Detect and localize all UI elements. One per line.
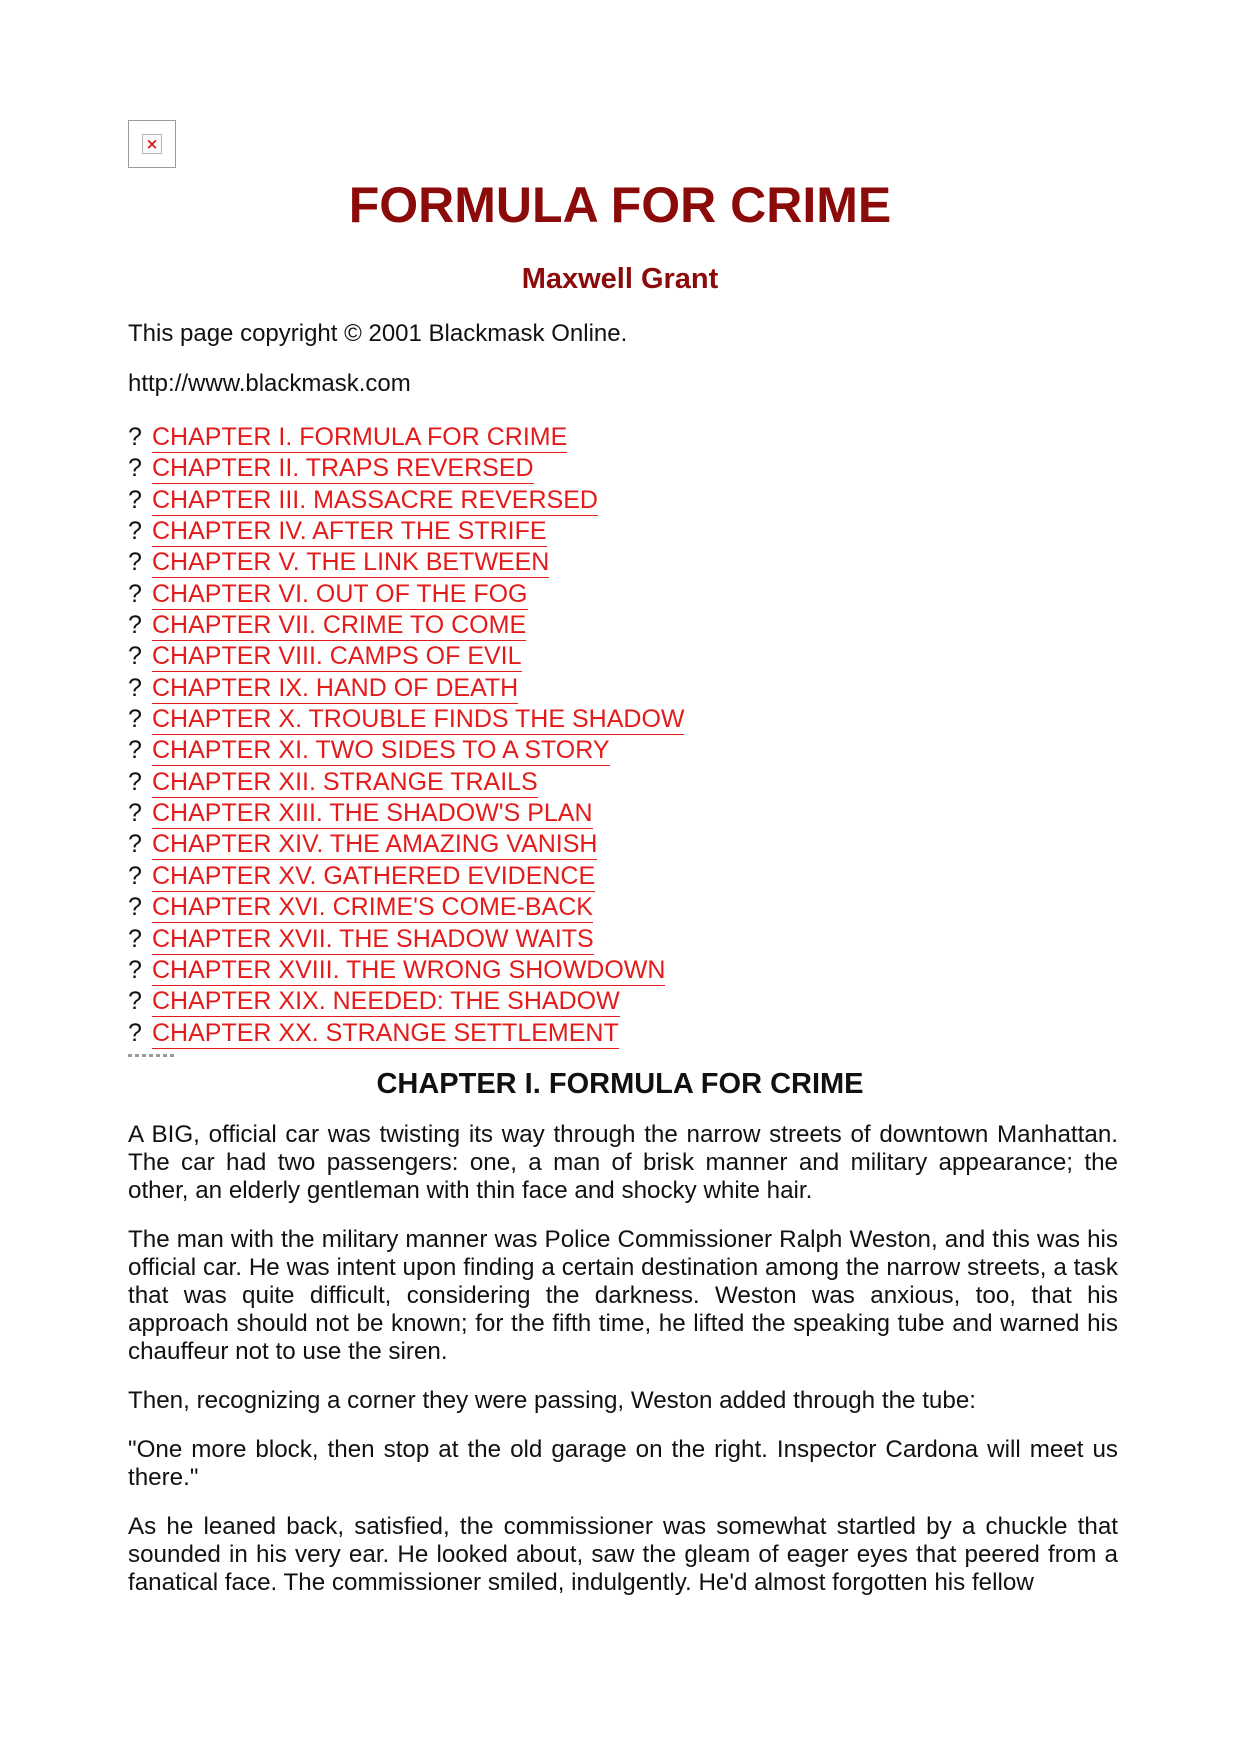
table-of-contents: [128, 422, 684, 1049]
toc-link-chapter-3[interactable]: CHAPTER III. MASSACRE REVERSED: [152, 485, 598, 514]
toc-bullet: ?: [128, 830, 142, 859]
toc-bullet: ?: [128, 1018, 142, 1047]
toc-bullet: ?: [128, 517, 142, 546]
toc-link-chapter-8[interactable]: CHAPTER VIII. CAMPS OF EVIL: [152, 642, 522, 671]
toc-item: [128, 641, 684, 672]
toc-link-chapter-14[interactable]: CHAPTER XIV. THE AMAZING VANISH: [152, 830, 598, 859]
toc-bullet: ?: [128, 673, 142, 702]
document-title: FORMULA FOR CRIME: [348, 177, 892, 233]
toc-item: [128, 767, 684, 798]
toc-item: [128, 485, 684, 516]
toc-bullet: ?: [128, 454, 142, 483]
toc-link-chapter-2[interactable]: CHAPTER II. TRAPS REVERSED: [152, 454, 534, 483]
toc-item: [128, 829, 684, 860]
chapter-paragraph: The man with the military manner was Police Commissioner Ralph Weston, and this was his official car. He was intent upon finding a certain destination among the narrow streets, a task that was quite difficult, considering the darkness. Weston was anxious, too, that his approach should not be known; for the fifth time, he lifted the speaking tube and warned his chauffeur not to use the siren.: [128, 1226, 1118, 1365]
toc-item: [128, 1018, 684, 1049]
toc-item: [128, 861, 684, 892]
toc-link-chapter-9[interactable]: CHAPTER IX. HAND OF DEATH: [152, 673, 519, 702]
toc-link-chapter-19[interactable]: CHAPTER XIX. NEEDED: THE SHADOW: [152, 987, 620, 1016]
toc-item: [128, 673, 684, 704]
toc-item: [128, 955, 684, 986]
toc-link-chapter-16[interactable]: CHAPTER XVI. CRIME'S COME-BACK: [152, 893, 593, 922]
website-url: http://www.blackmask.com: [128, 370, 411, 397]
toc-bullet: ?: [128, 611, 142, 640]
toc-item: [128, 422, 684, 453]
chapter-paragraph: A BIG, official car was twisting its way through the narrow streets of downtown Manhattan. The car had two passengers: one, a man of brisk manner and military appearance; the other, an elderly gentleman with thin face and shocky white hair.: [128, 1121, 1118, 1204]
chapter-paragraph: Then, recognizing a corner they were passing, Weston added through the tube:: [128, 1387, 976, 1414]
toc-item: [128, 798, 684, 829]
toc-bullet: ?: [128, 767, 142, 796]
toc-link-chapter-13[interactable]: CHAPTER XIII. THE SHADOW'S PLAN: [152, 799, 593, 828]
toc-item: [128, 453, 684, 484]
toc-item: [128, 735, 684, 766]
toc-item: [128, 610, 684, 641]
clipped-content-edge: [128, 1054, 176, 1057]
toc-bullet: ?: [128, 799, 142, 828]
toc-bullet: ?: [128, 736, 142, 765]
chapter-paragraph: "One more block, then stop at the old garage on the right. Inspector Cardona will meet us there.": [128, 1436, 1118, 1491]
toc-item: [128, 986, 684, 1017]
toc-bullet: ?: [128, 987, 142, 1016]
toc-link-chapter-6[interactable]: CHAPTER VI. OUT OF THE FOG: [152, 579, 528, 608]
toc-link-chapter-12[interactable]: CHAPTER XII. STRANGE TRAILS: [152, 767, 538, 796]
toc-bullet: ?: [128, 423, 142, 451]
toc-link-chapter-5[interactable]: CHAPTER V. THE LINK BETWEEN: [152, 548, 550, 577]
toc-bullet: ?: [128, 548, 142, 577]
toc-item: [128, 516, 684, 547]
toc-bullet: ?: [128, 485, 142, 514]
toc-item: [128, 704, 684, 735]
toc-link-chapter-15[interactable]: CHAPTER XV. GATHERED EVIDENCE: [152, 861, 596, 890]
toc-bullet: ?: [128, 861, 142, 890]
toc-bullet: ?: [128, 579, 142, 608]
toc-link-chapter-17[interactable]: CHAPTER XVII. THE SHADOW WAITS: [152, 924, 594, 953]
document-author: Maxwell Grant: [521, 263, 719, 295]
broken-image-placeholder: [128, 120, 176, 168]
chapter-heading: CHAPTER I. FORMULA FOR CRIME: [376, 1068, 864, 1100]
toc-bullet: ?: [128, 705, 142, 734]
chapter-paragraph: As he leaned back, satisfied, the commissioner was somewhat startled by a chuckle that sounded in his very ear. He looked about, saw the gleam of eager eyes that peered from a fanatical face. The commissioner smiled, indulgently. He'd almost forgotten his fellow: [128, 1513, 1118, 1596]
toc-bullet: ?: [128, 642, 142, 671]
toc-item: [128, 547, 684, 578]
toc-link-chapter-4[interactable]: CHAPTER IV. AFTER THE STRIFE: [152, 517, 547, 546]
copyright-notice: This page copyright © 2001 Blackmask Online.: [128, 320, 628, 347]
toc-item: [128, 579, 684, 610]
toc-bullet: ?: [128, 893, 142, 922]
broken-image-icon: ×: [142, 134, 162, 154]
toc-item: [128, 924, 684, 955]
toc-bullet: ?: [128, 955, 142, 984]
toc-link-chapter-7[interactable]: CHAPTER VII. CRIME TO COME: [152, 611, 527, 640]
toc-link-chapter-1[interactable]: CHAPTER I. FORMULA FOR CRIME: [152, 423, 568, 451]
toc-item: [128, 892, 684, 923]
toc-link-chapter-10[interactable]: CHAPTER X. TROUBLE FINDS THE SHADOW: [152, 705, 685, 734]
toc-link-chapter-20[interactable]: CHAPTER XX. STRANGE SETTLEMENT: [152, 1018, 619, 1047]
chapter-body: [128, 1121, 1118, 1618]
toc-link-chapter-18[interactable]: CHAPTER XVIII. THE WRONG SHOWDOWN: [152, 955, 666, 984]
toc-bullet: ?: [128, 924, 142, 953]
toc-link-chapter-11[interactable]: CHAPTER XI. TWO SIDES TO A STORY: [152, 736, 610, 765]
